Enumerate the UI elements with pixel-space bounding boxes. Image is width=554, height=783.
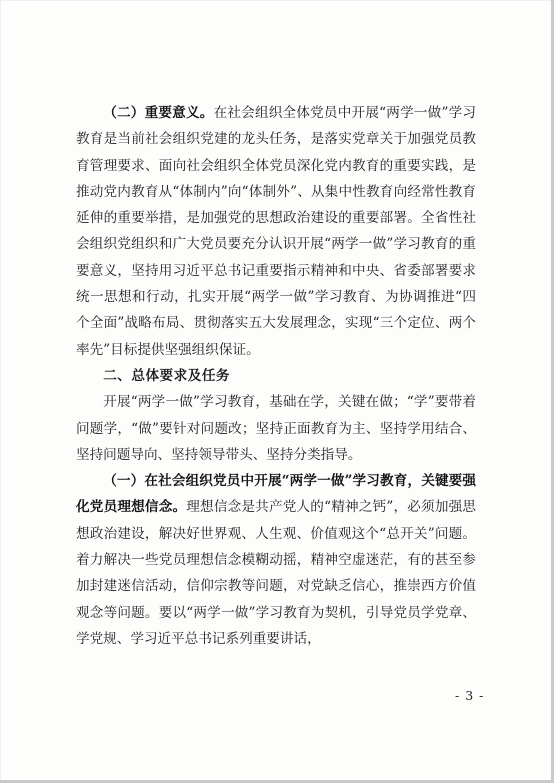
paragraph-requirements: 开展“两学一做”学习教育，基础在学，关键在做；“学”要带着问题学，“做”要针对问题改；坚持正面教育为主、坚持学用结合、坚持问题导向、坚持领导带头、坚持分类指导。 bbox=[76, 394, 476, 463]
paragraph-ideals-text: 理想信念是共产党人的“精神之钙”，必须加强思想政治建设，解决好世界观、人生观、价值观这个“总开关”问题。着力解决一些党员理想信念模糊动摇，精神空虚迷茫，有的甚至参加封建迷信活动，信仰宗教等问题，对党缺乏信心，推崇西方价值观念等问题。要以“两学一做”学习教育为契机，引导党员学党章、学党规、学习近平总书记系列重要讲话， bbox=[76, 499, 476, 647]
document-body bbox=[76, 100, 476, 652]
paragraph-ideals-lead: （一）在社会组织党员中开展“两学一做”学习教育，关键要强化党员理想信念。 bbox=[76, 473, 476, 516]
paragraph-importance-lead: （二）重要意义。 bbox=[103, 105, 214, 121]
paragraph-ideals bbox=[76, 468, 476, 652]
page-number: - 3 - bbox=[455, 688, 485, 703]
paragraph-importance bbox=[76, 100, 476, 363]
section-heading-requirements: 二、总体要求及任务 bbox=[103, 367, 231, 384]
paragraph-importance-text: 在社会组织全体党员中开展“两学一做”学习教育是当前社会组织党建的龙头任务，是落实党章关于加强党员教育管理要求、面向社会组织全体党员深化党内教育的重要实践，是推动党内教育从“体制内”向“体制外”、从集中性教育向经常性教育延伸的重要举措，是加强党的思想政治建设的重要部署。全省性社会组织党组织和广大党员要充分认识开展“两学一做”学习教育的重要意义，坚持用习近平总书记重要指示精神和中央、省委部署要求统一思想和行动，扎实开展“两学一做”学习教育、为协调推进“四个全面”战略布局、贯彻落实五大发展理念，实现“三个定位、两个率先”目标提供坚强组织保证。 bbox=[76, 105, 476, 358]
